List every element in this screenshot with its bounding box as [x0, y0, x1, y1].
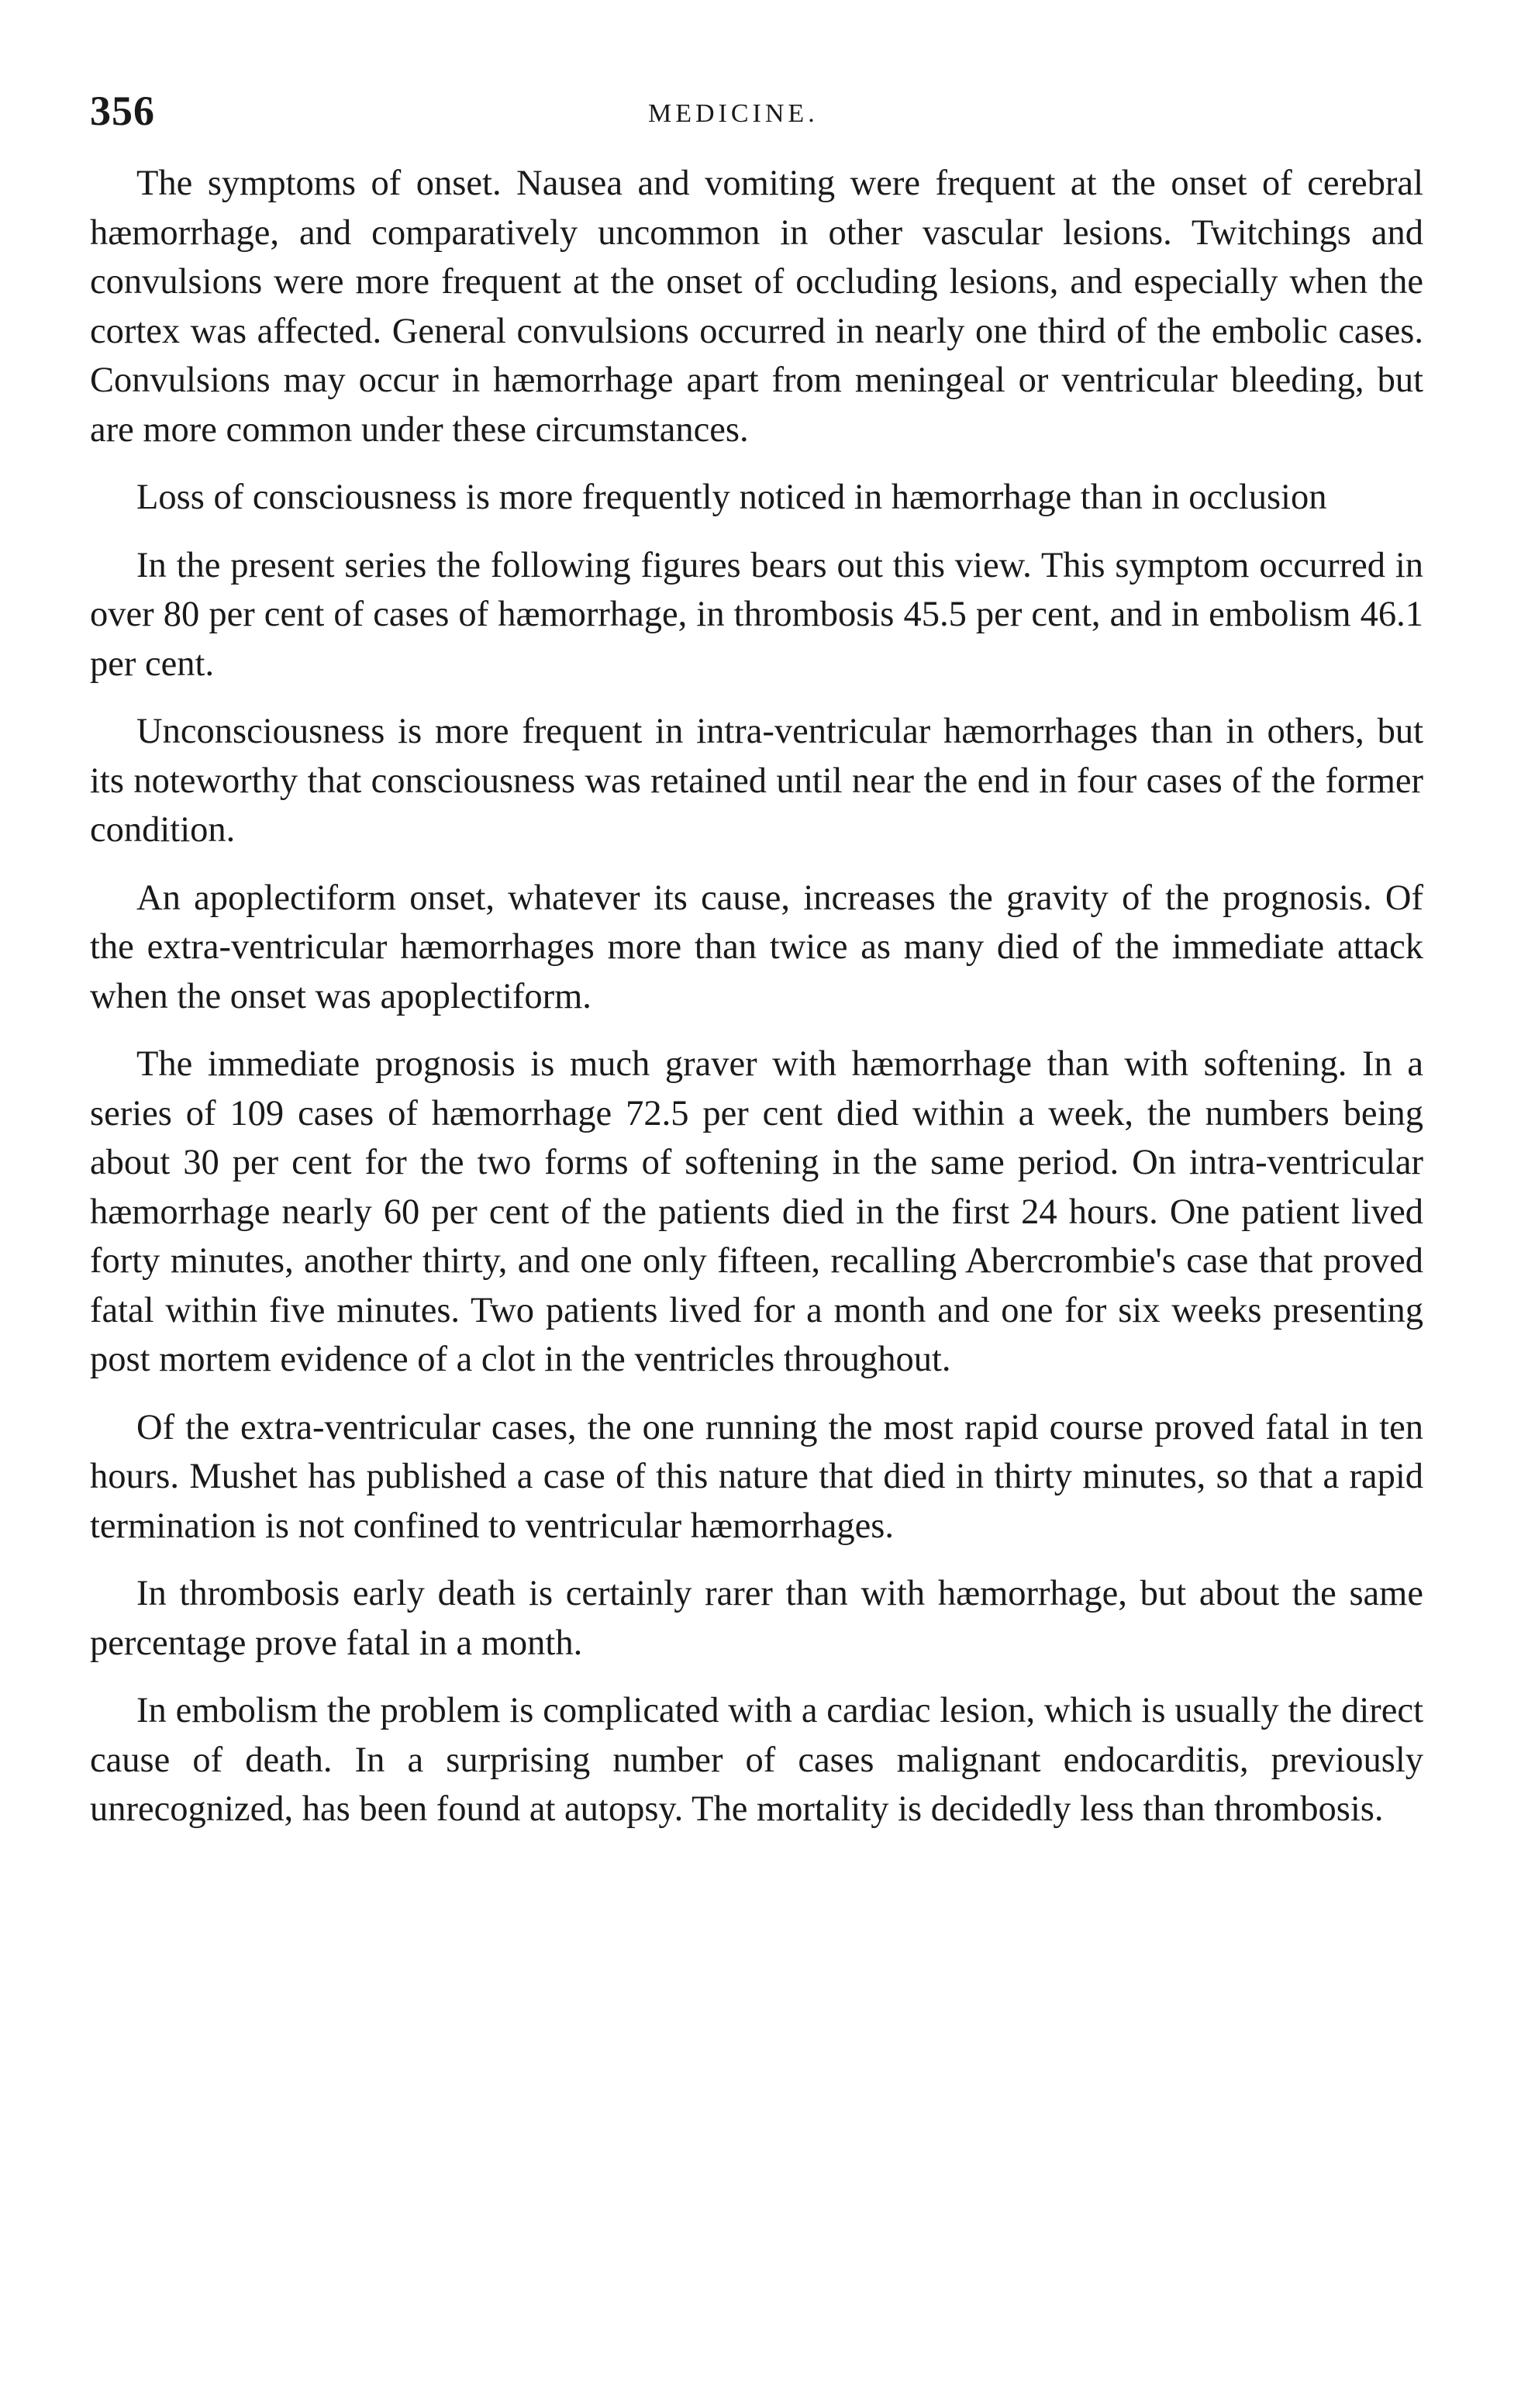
paragraph-extra-ventricular-cases: Of the extra-ventricular cases, the one running the most rapid course proved fatal in ten hours. Mushet has published a case of this nature that died in thirty minutes, so that a rapid termination is not confined to ventricular hæmorrhages.	[90, 1407, 1423, 1546]
paragraph-thrombosis: In thrombosis early death is certainly rarer than with hæmorrhage, but about the same percentage prove fatal in a month.	[90, 1574, 1423, 1663]
paragraph-present-series-figures: In the present series the following figures bears out this view. This symptom occurred in over 80 per cent of cases of hæmorrhage, in thrombosis 45.5 per cent, and in embolism 46.1 per cent.	[90, 545, 1423, 684]
paragraph-apoplectiform-onset: An apoplectiform onset, whatever its cause, increases the gravity of the prognosis. Of the extra-ventricular hæmorrhages more than twice as many died of the immediate attack when the onset was apoplectiform.	[90, 878, 1423, 1016]
running-title: MEDICINE.	[648, 99, 819, 128]
running-head	[90, 87, 1439, 149]
paragraph-embolism: In embolism the problem is complicated with a cardiac lesion, which is usually the direct cause of death. In a surprising number of cases malignant endocarditis, previously unrecognized, has been found at autopsy. The mortality is decidedly less than thrombosis.	[90, 1691, 1423, 1829]
paragraph-loss-of-consciousness: Loss of consciousness is more frequently noticed in hæmorrhage than in occlusion	[136, 478, 1327, 517]
paragraph-unconsciousness: Unconsciousness is more frequent in intra-ventricular hæmorrhages than in others, but its noteworthy that consciousness was retained until near the end in four cases of the former condition.	[90, 712, 1423, 850]
paragraph-immediate-prognosis: The immediate prognosis is much graver with hæmorrhage than with softening. In a series of 109 cases of hæmorrhage 72.5 per cent died within a week, the numbers being about 30 per cent for the two forms of softening in the same period. On intra-ventricular hæmorrhage nearly 60 per cent of the patients died in the first 24 hours. One patient lived forty minutes, another thirty, and one only fifteen, recalling Abercrombie's case that proved fatal within five minutes. Two patients lived for a month and one for six weeks presenting post mortem evidence of a clot in the ventricles throughout.	[90, 1044, 1423, 1379]
page-number: 356	[90, 88, 155, 134]
paragraph-symptoms-of-onset: The symptoms of onset. Nausea and vomiting were frequent at the onset of cerebral hæmorrhage, and comparatively uncommon in other vascular lesions. Twitchings and convulsions were more frequent at the onset of occluding lesions, and especially when the cortex was affected. General convulsions occurred in nearly one third of the embolic cases. Convulsions may occur in hæmorrhage apart from meningeal or ventricular bleeding, but are more common under these circumstances.	[90, 164, 1423, 450]
body-text	[90, 159, 1423, 1853]
